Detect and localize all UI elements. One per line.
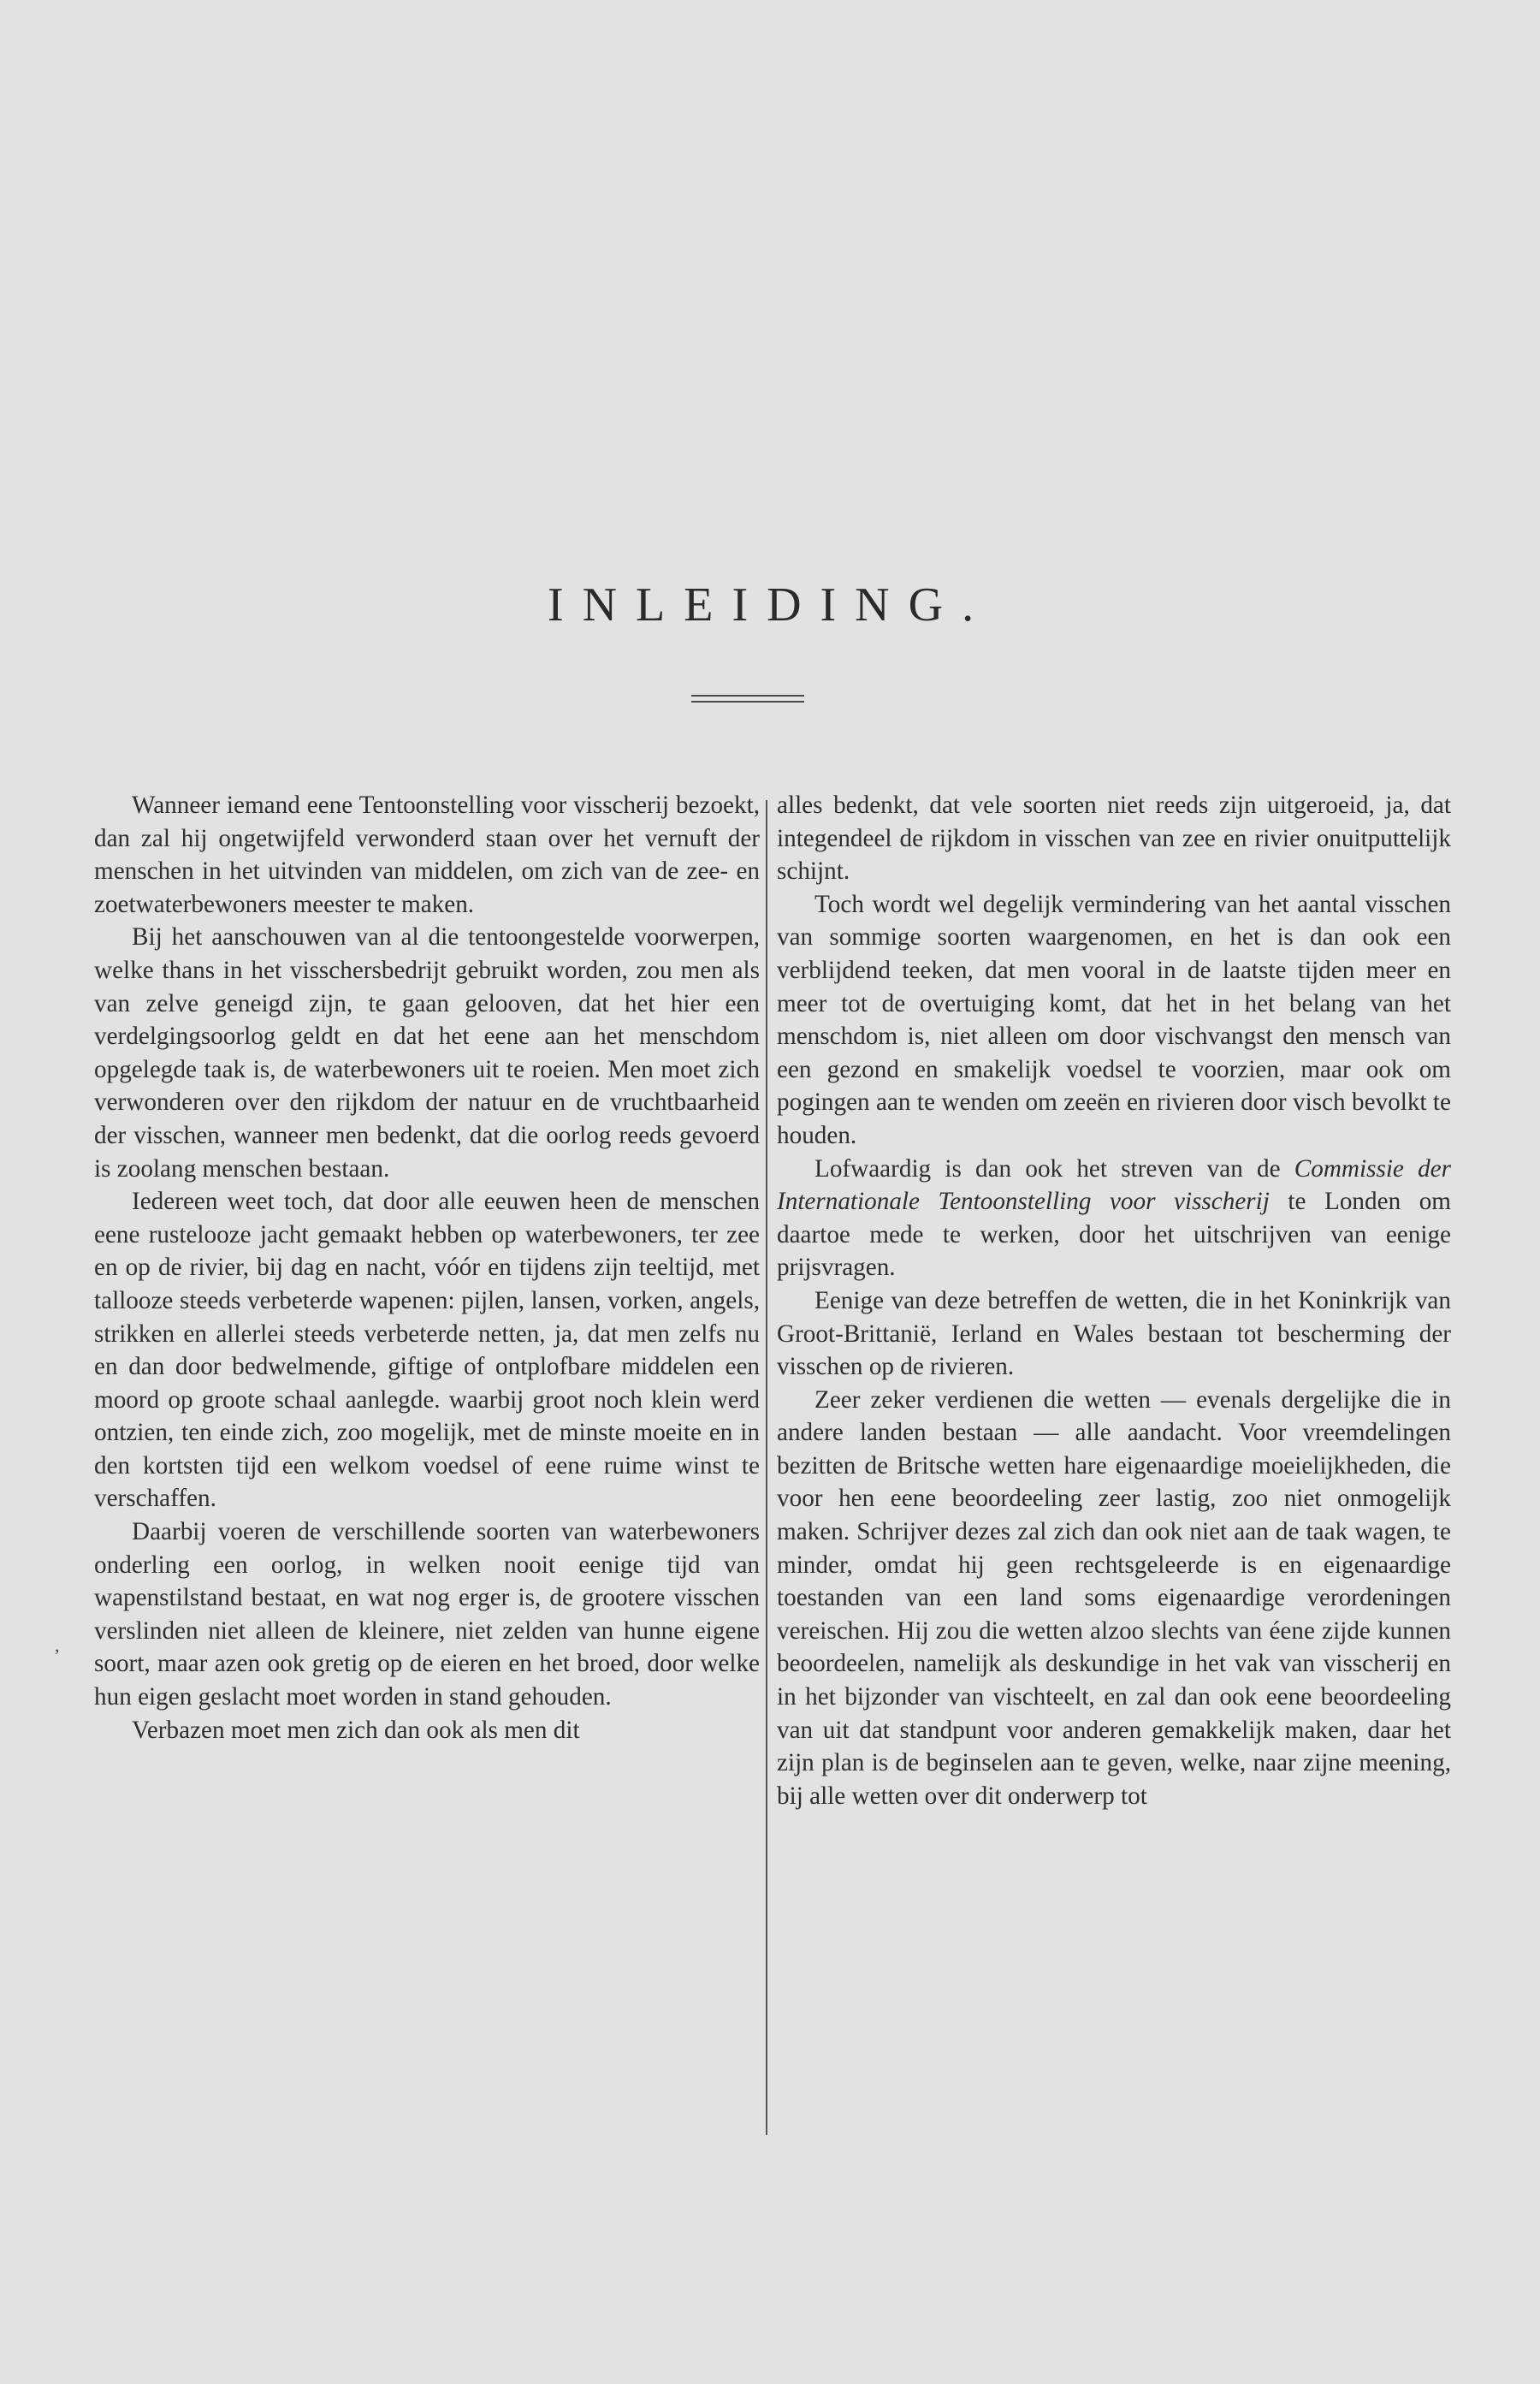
paragraph-text: Lofwaardig is dan ook het streven van de	[814, 1154, 1294, 1183]
paragraph: Verbazen moet men zich dan ook als men dit	[132, 1716, 580, 1744]
column-divider	[766, 800, 767, 2135]
paragraph	[777, 1153, 1451, 1284]
heading-rule-top	[691, 695, 804, 697]
heading-rule-bottom	[691, 701, 804, 703]
right-column	[777, 789, 1451, 1812]
paragraph-text: te Londen om daartoe mede te werken, door het uitschrijven van eenige prijsvragen.	[777, 1188, 1451, 1282]
paragraph: Zeer zeker verdienen die wetten — evenals dergelijke die in andere landen bestaan — alle aandacht. Voor vreemdelingen bezitten de Britsche wetten hare eigenaardige moeielijkheden, die voor hen eene beoordeeling zeer lastig, zoo niet onmogelijk maken. Schrijver dezes zal zich dan ook niet aan de taak wagen, te minder, omdat hij geen rechtsgeleerde is en eigenaardige toestanden van een land soms eigenaardige verordeningen vereischen. Hij zou die wetten alzoo slechts van éene zijde kunnen beoordeelen, namelijk als deskundige in het vak van visscherij en in het bijzonder van vischteelt, en zal dan ook eene beoordeeling van uit dat standpunt voor anderen gemakkelijk maken, daar het zijn plan is de beginselen aan te geven, welke, naar zijne meening, bij alle wetten over dit onderwerp tot	[777, 1385, 1451, 1810]
paragraph: Daarbij voeren de verschillende soorten van waterbewoners onderling een oorlog, in welken nooit eenige tijd van wapenstilstand bestaat, en wat nog erger is, de grootere visschen verslinden niet alleen de kleinere, niet zelden van hunne eigene soort, maar azen ook gretig op de eieren en het broed, door welke hun eigen geslacht moet worden in stand gehouden.	[94, 1518, 760, 1711]
paragraph: Iedereen weet toch, dat door alle eeuwen heen de menschen eene rustelooze jacht gemaakt hebben op waterbewoners, ter zee en op de rivier, bij dag en nacht, vóór en tijdens zijn teeltijd, met tallooze steeds verbeterde wapenen: pijlen, lansen, vorken, angels, strikken en allerlei steeds verbeterde netten, ja, dat men zelfs nu en dan door bedwelmende, giftige of ontplofbare middelen een moord op groote schaal aanlegde. waarbij groot noch klein werd ontzien, ten einde zich, zoo mogelijk, met de minste moeite en in den kortsten tijd een welkom voedsel of eene ruime winst te verschaffen.	[94, 1188, 760, 1513]
chapter-heading: INLEIDING.	[547, 578, 993, 632]
paragraph: Bij het aanschouwen van al die tentoongestelde voorwerpen, welke thans in het visschersbedrijt gebruikt worden, zou men als van zelve geneigd zijn, te gaan gelooven, dat het hier een verdelgingsoorlog geldt en dat het eene aan het menschdom opgelegde taak is, de waterbewoners uit te roeien. Men moet zich verwonderen over den rijkdom der natuur en de vruchtbaarheid der visschen, wanneer men bedenkt, dat die oorlog reeds gevoerd is zoolang menschen bestaan.	[94, 923, 760, 1183]
commission-name: Commissie der Internationale Tentoonstelling voor visscherij	[777, 1154, 1451, 1216]
paragraph-continued: alles bedenkt, dat vele soorten niet reeds zijn uitgeroeid, ja, dat integendeel de rijkdom in visschen van zee en rivier onuitputtelijk schijnt.	[777, 792, 1451, 886]
paragraph: Toch wordt wel degelijk vermindering van het aantal visschen van sommige soorten waargenomen, en het is dan ook een verblijdend teeken, dat men vooral in de laatste tijden meer en meer tot de overtuiging komt, dat het in het belang van het menschdom is, niet alleen om door vischvangst den mensch van een gezond en smakelijk voedsel te voorzien, maar ook om pogingen aan te wenden om zeeën en rivieren door visch bevolkt te houden.	[777, 890, 1451, 1149]
paragraph: Wanneer iemand eene Tentoonstelling voor visscherij bezoekt, dan zal hij ongetwijfeld verwonderd staan over het vernuft der menschen in het uitvinden van middelen, om zich van de zee- en zoetwaterbewoners meester te maken.	[94, 792, 760, 918]
paragraph: Eenige van deze betreffen de wetten, die in het Koninkrijk van Groot-Brittanië, Ierland en Wales bestaan tot bescherming der visschen op de rivieren.	[777, 1286, 1451, 1381]
margin-mark: ,	[55, 1634, 60, 1656]
left-column	[94, 789, 760, 1746]
